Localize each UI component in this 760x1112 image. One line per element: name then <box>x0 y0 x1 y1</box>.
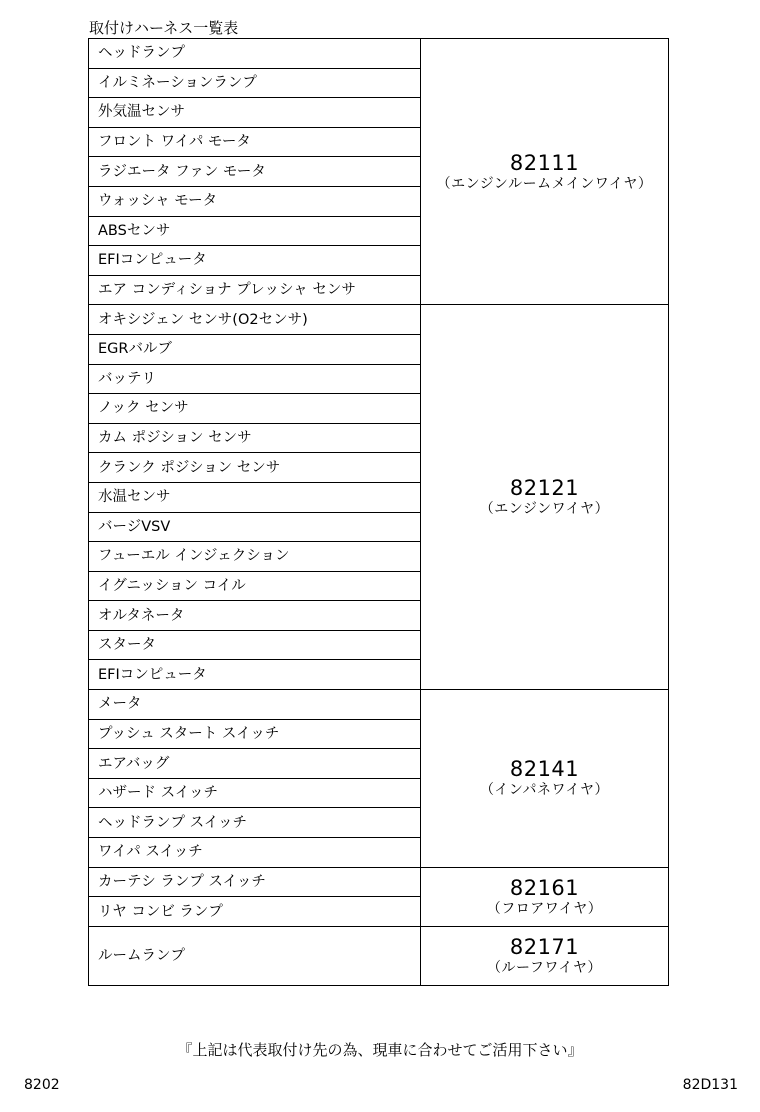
component-name: ヘッドランプ <box>89 39 421 69</box>
component-name: EGRバルブ <box>89 334 421 364</box>
component-name: メータ <box>89 690 421 720</box>
harness-group <box>421 690 669 868</box>
component-name: オルタネータ <box>89 601 421 631</box>
component-name: バッテリ <box>89 364 421 394</box>
component-name: ABSセンサ <box>89 216 421 246</box>
page-number-left: 8202 <box>24 1077 60 1093</box>
table-row <box>89 39 669 69</box>
page-code-right: 82D131 <box>682 1077 738 1093</box>
table-row <box>89 926 669 985</box>
table-row <box>89 690 669 720</box>
component-name: プッシュ スタート スイッチ <box>89 719 421 749</box>
component-name: イルミネーションランプ <box>89 68 421 98</box>
component-name: リヤ コンビ ランプ <box>89 897 421 927</box>
harness-name: （ルーフワイヤ） <box>487 959 602 976</box>
footer-note: 『上記は代表取付け先の為、現車に合わせてご活用下さい』 <box>177 1041 583 1059</box>
component-name: バージVSV <box>89 512 421 542</box>
component-name: ノック センサ <box>89 394 421 424</box>
component-name: フロント ワイパ モータ <box>89 127 421 157</box>
component-name: 水温センサ <box>89 482 421 512</box>
component-name: エア コンディショナ プレッシャ センサ <box>89 275 421 305</box>
part-number: 82161 <box>509 875 580 900</box>
part-number: 82171 <box>509 934 580 959</box>
component-name: ウォッシャ モータ <box>89 186 421 216</box>
component-name: ラジエータ ファン モータ <box>89 157 421 187</box>
component-name: フューエル インジェクション <box>89 542 421 572</box>
harness-name: （フロアワイヤ） <box>486 900 603 917</box>
harness-group <box>421 926 669 985</box>
harness-name: （エンジンルームメインワイヤ） <box>436 175 653 192</box>
harness-name: （エンジンワイヤ） <box>479 501 610 518</box>
component-name: カーテシ ランプ スイッチ <box>89 867 421 897</box>
harness-group <box>421 867 669 926</box>
component-name: ヘッドランプ スイッチ <box>89 808 421 838</box>
component-name: エアバッグ <box>89 749 421 779</box>
page-title: 取付けハーネス一覧表 <box>89 19 239 37</box>
component-name: ワイパ スイッチ <box>89 838 421 868</box>
harness-name: （インパネワイヤ） <box>479 782 610 799</box>
component-name: ルームランプ <box>89 926 421 985</box>
part-number: 82111 <box>509 150 580 175</box>
harness-group <box>421 39 669 305</box>
component-name: スタータ <box>89 630 421 660</box>
component-name: オキシジェン センサ(O2センサ) <box>89 305 421 335</box>
part-number: 82121 <box>509 476 580 501</box>
part-number: 82141 <box>509 757 580 782</box>
harness-group <box>421 305 669 690</box>
component-name: カム ポジション センサ <box>89 423 421 453</box>
component-name: EFIコンピュータ <box>89 660 421 690</box>
harness-table-body <box>89 39 669 986</box>
component-name: ハザード スイッチ <box>89 778 421 808</box>
table-row <box>89 867 669 897</box>
table-row <box>89 305 669 335</box>
harness-table <box>88 38 669 986</box>
component-name: クランク ポジション センサ <box>89 453 421 483</box>
component-name: イグニッション コイル <box>89 571 421 601</box>
component-name: EFIコンピュータ <box>89 246 421 276</box>
component-name: 外気温センサ <box>89 98 421 128</box>
